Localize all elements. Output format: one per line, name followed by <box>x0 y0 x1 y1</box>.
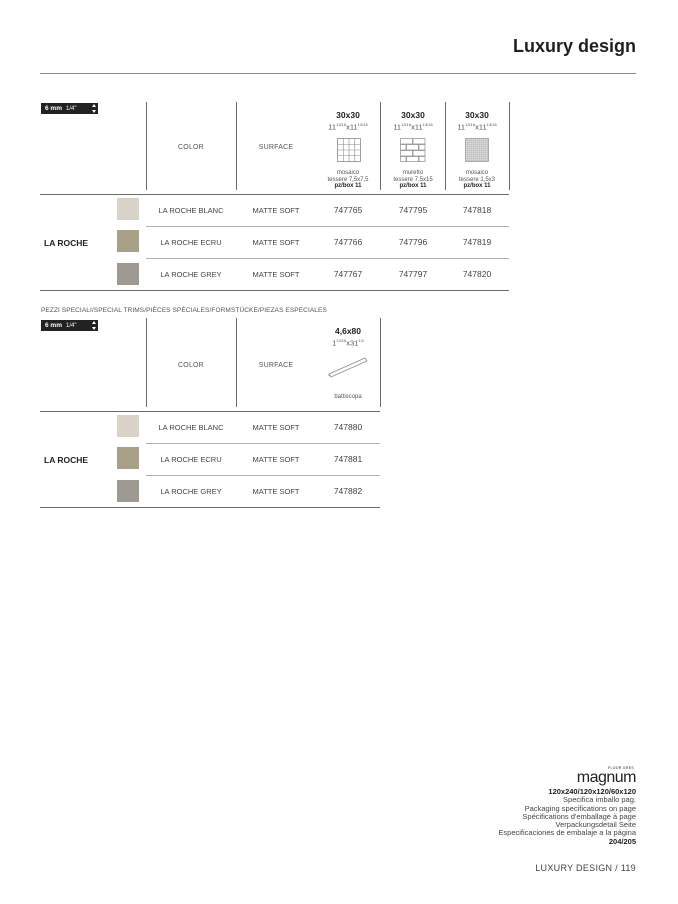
format-cm: 30x30 <box>401 110 425 120</box>
color-swatch-ecru <box>117 447 139 469</box>
color-name: LA ROCHE BLANC <box>158 206 224 215</box>
brand-logo <box>577 766 636 785</box>
format-description: mosaico tessere 7,5x7,5 pz/box 11 <box>327 170 369 189</box>
product-code: 747766 <box>333 237 363 247</box>
format-description: muretto tessere 7,5x15 pz/box 11 <box>393 170 433 189</box>
format-inch: $11^{13/16}x11^{13/16}$ <box>393 122 433 132</box>
brand-tagline: FLOOR GRES <box>608 766 634 770</box>
surface-value: MATTE SOFT <box>252 238 300 247</box>
header-divider <box>40 194 509 195</box>
color-name: LA ROCHE ECRU <box>160 455 222 464</box>
row-divider <box>146 475 380 476</box>
thickness-mm: 6 mm <box>45 105 62 112</box>
table-bottom-rule <box>40 507 380 508</box>
color-swatch-grey <box>117 480 139 502</box>
row-divider <box>146 443 380 444</box>
surface-value: MATTE SOFT <box>252 487 300 496</box>
product-code: 747820 <box>462 269 492 279</box>
surface-value: MATTE SOFT <box>252 423 300 432</box>
surface-header: SURFACE <box>258 362 294 369</box>
surface-value: MATTE SOFT <box>252 206 300 215</box>
format-inch: $1^{13/16}x31^{1/2}$ <box>332 338 364 348</box>
format-header <box>381 110 445 132</box>
row-divider <box>146 226 509 227</box>
title-divider <box>40 73 636 74</box>
thickness-badge <box>41 103 98 114</box>
page-title: Luxury design <box>512 36 636 56</box>
surface-value: MATTE SOFT <box>252 455 300 464</box>
thickness-badge <box>41 320 98 331</box>
column-divider <box>236 102 237 190</box>
product-code: 747767 <box>333 269 363 279</box>
column-divider <box>146 102 147 190</box>
packaging-info: 120x240/120x120/60x120 Specifica imballo pag. Packaging specifications on page Spécifications d'emballage à page Verpackungsdetail Seite Especificaciones de embalaje a la página 204/205 <box>498 787 636 846</box>
color-name: LA ROCHE ECRU <box>160 238 222 247</box>
surface-value: MATTE SOFT <box>252 270 300 279</box>
column-divider <box>236 318 237 407</box>
color-swatch-grey <box>117 263 139 285</box>
color-name: LA ROCHE GREY <box>160 487 222 496</box>
thickness-inch: 1/4" <box>65 106 77 112</box>
format-header <box>316 110 380 132</box>
format-inch: $11^{13/16}x11^{13/16}$ <box>457 122 497 132</box>
product-code: 747880 <box>333 422 363 432</box>
product-code: 747765 <box>333 205 363 215</box>
column-divider <box>146 318 147 407</box>
series-name: LA ROCHE <box>44 238 89 248</box>
series-name: LA ROCHE <box>44 455 89 465</box>
format-cm: 4,6x80 <box>335 326 361 336</box>
product-code: 747795 <box>398 205 428 215</box>
surface-header: SURFACE <box>258 144 294 151</box>
format-header <box>316 326 380 348</box>
product-code: 747819 <box>462 237 492 247</box>
skirting-icon <box>327 352 369 382</box>
thickness-inch: 1/4" <box>65 323 77 329</box>
column-divider <box>380 318 381 407</box>
table-bottom-rule <box>40 290 509 291</box>
color-header: COLOR <box>178 144 204 151</box>
product-code: 747797 <box>398 269 428 279</box>
product-code: 747882 <box>333 486 363 496</box>
format-cm: 30x30 <box>336 110 360 120</box>
format-header <box>445 110 509 132</box>
brand-name: magnum <box>576 769 636 786</box>
header-divider <box>40 411 380 412</box>
arrows-icon <box>92 321 96 330</box>
grid-mosaic-icon <box>337 138 361 162</box>
color-name: LA ROCHE GREY <box>160 270 222 279</box>
format-description: battiscopa <box>334 394 362 400</box>
brick-wall-icon <box>400 138 426 162</box>
color-swatch-ecru <box>117 230 139 252</box>
row-divider <box>146 258 509 259</box>
color-swatch-blanc <box>117 198 139 220</box>
fine-mosaic-icon <box>465 138 489 162</box>
color-name: LA ROCHE BLANC <box>158 423 224 432</box>
product-code: 747796 <box>398 237 428 247</box>
arrows-icon <box>92 104 96 113</box>
format-description: mosaico tessere 1,5x3 pz/box 11 <box>458 170 496 189</box>
special-trims-label: PEZZI SPECIALI/SPECIAL TRIMS/PIÈCES SPÉCIALES/FORMSTÜCKE/PIEZAS ESPECIALES <box>41 307 327 314</box>
format-cm: 30x30 <box>465 110 489 120</box>
product-code: 747818 <box>462 205 492 215</box>
column-divider <box>509 102 510 190</box>
format-inch: $11^{13/16}x11^{13/16}$ <box>328 122 368 132</box>
product-code: 747881 <box>333 454 363 464</box>
color-swatch-blanc <box>117 415 139 437</box>
thickness-mm: 6 mm <box>45 322 62 329</box>
page-footer: LUXURY DESIGN / 119 <box>535 863 636 873</box>
color-header: COLOR <box>178 362 204 369</box>
